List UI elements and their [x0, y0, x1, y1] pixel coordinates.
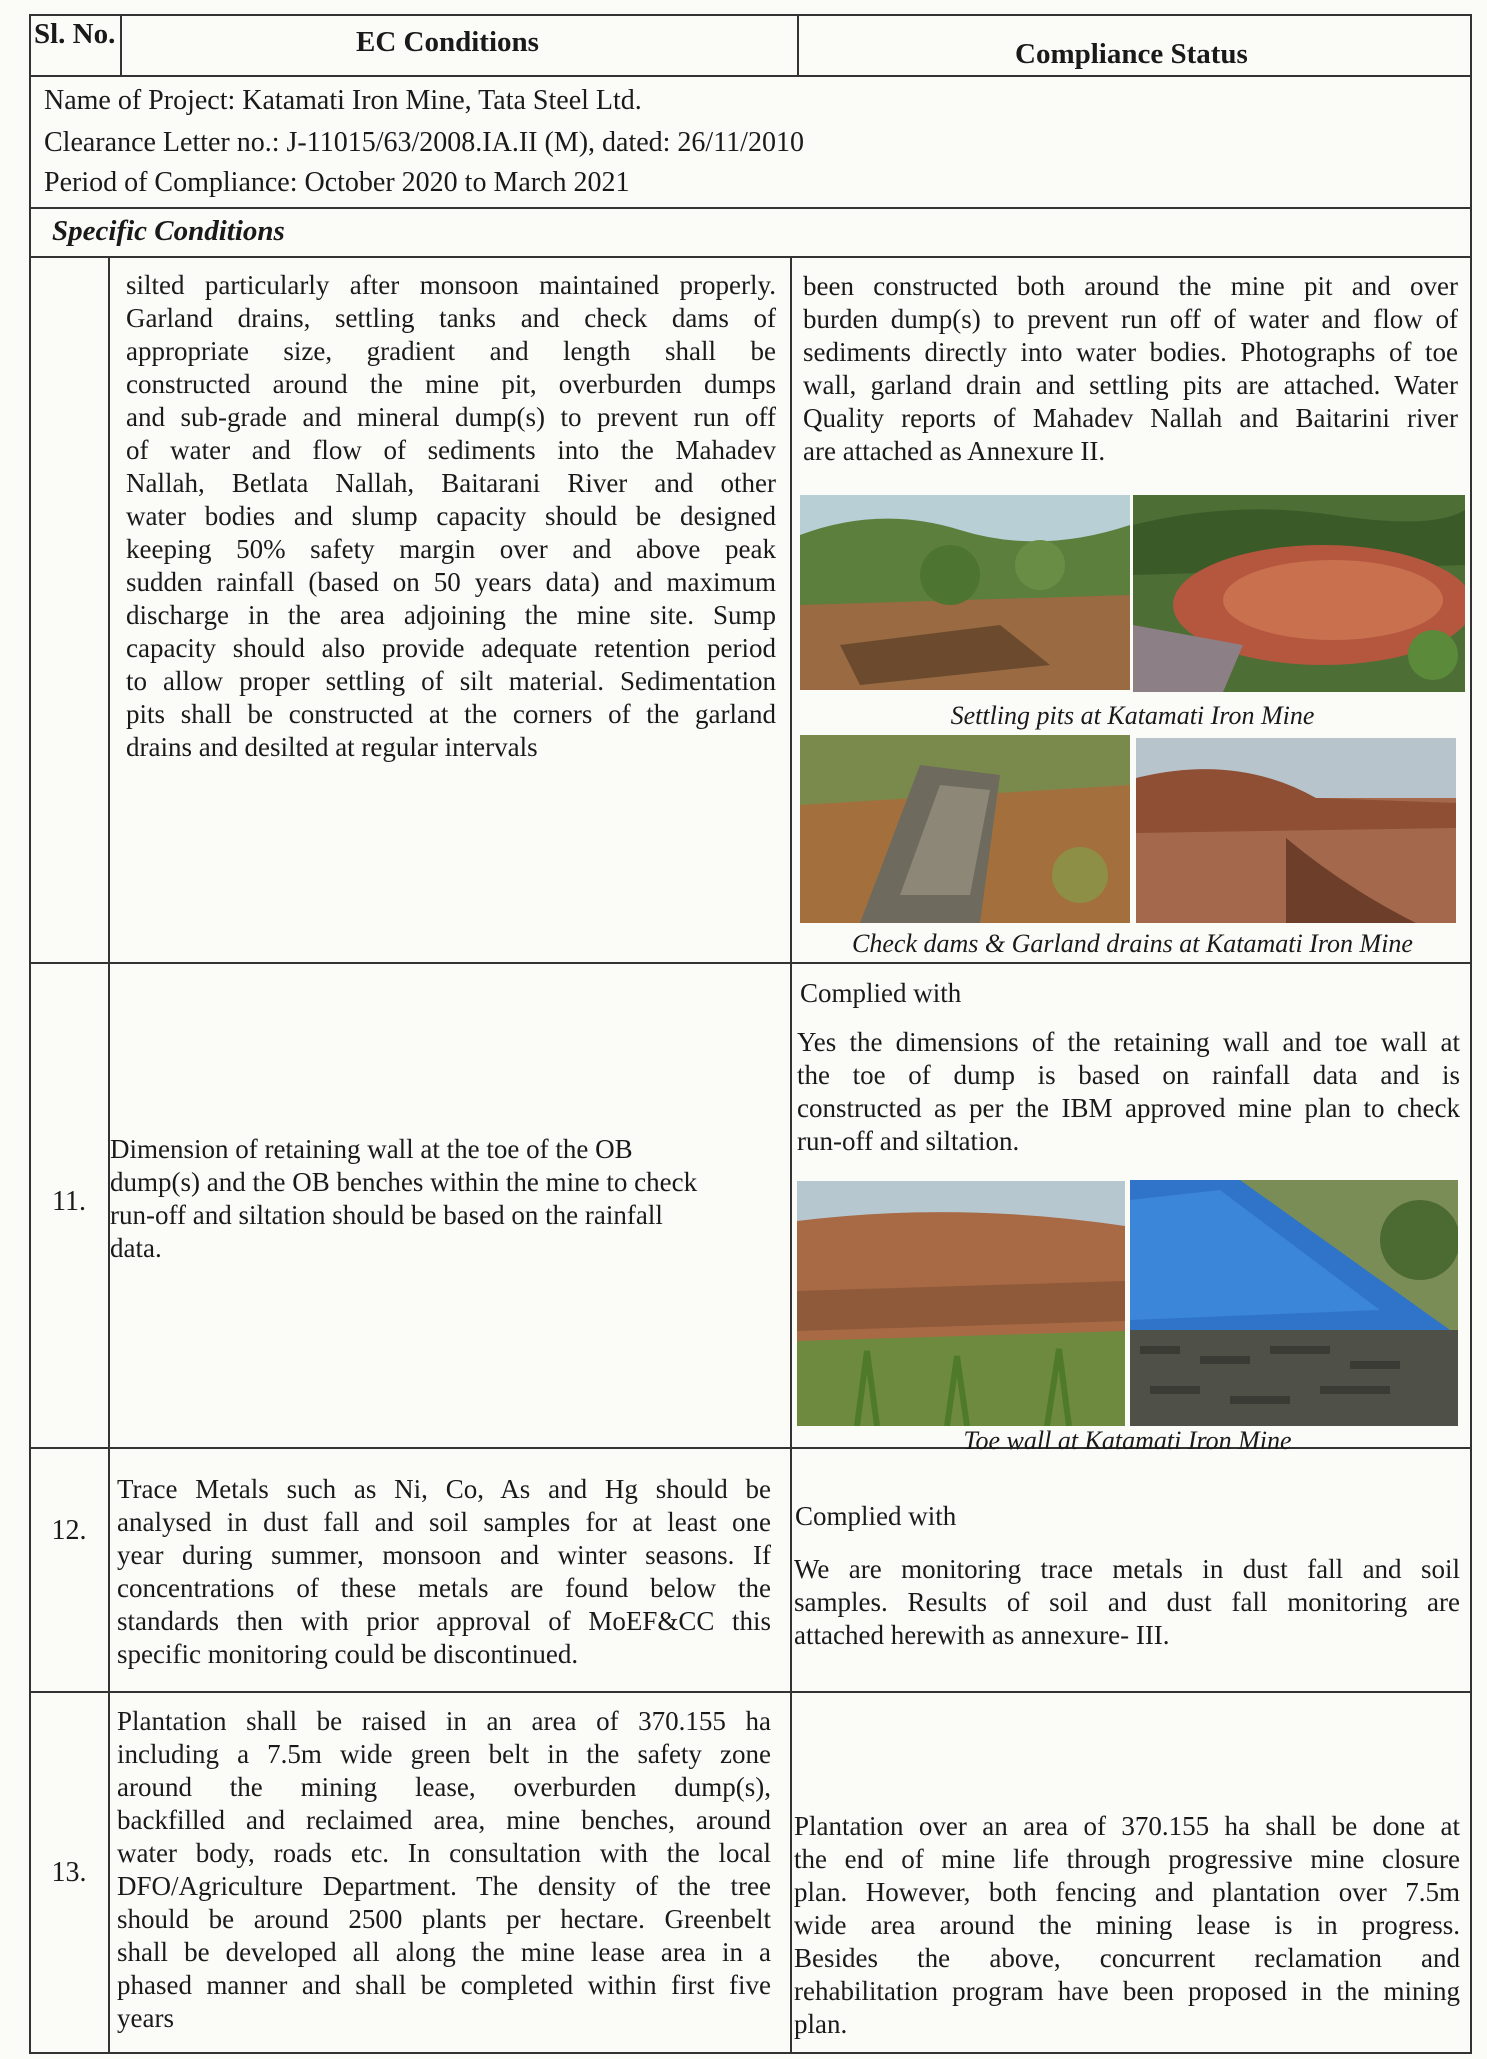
- condition-line: standards then with prior approval of MoEF&CC this: [117, 1606, 771, 1636]
- row-number-13: 13.: [51, 1857, 87, 1888]
- condition-line: water bodies and slump capacity should be designed: [126, 501, 776, 531]
- status-line: Besides the above, concurrent reclamation and: [794, 1943, 1460, 1973]
- settling-pit-photo-1: [800, 495, 1130, 690]
- condition-line: year during summer, monsoon and winter seasons. If: [117, 1540, 771, 1570]
- row-continued-status: [803, 270, 1458, 468]
- condition-line: concentrations of these metals are found below the: [117, 1573, 771, 1603]
- condition-line: DFO/Agriculture Department. The density of the tree: [117, 1871, 771, 1901]
- condition-line: Nallah, Betlata Nallah, Baitarani River and other: [126, 468, 776, 498]
- condition-line: around the mining lease, overburden dump(s),: [117, 1772, 771, 1802]
- row-line-3: [29, 1691, 1472, 1693]
- toe-wall-photo-1: [797, 1181, 1125, 1426]
- condition-line: dump(s) and the OB benches within the mine to check: [110, 1167, 698, 1197]
- header-sl-no: Sl. No.: [34, 18, 116, 50]
- status-line: burden dump(s) to prevent run off of water and flow of: [803, 304, 1458, 334]
- row-12-status: [794, 1553, 1460, 1652]
- condition-line: run-off and siltation should be based on the rainfall: [110, 1200, 663, 1230]
- row-line-1: [29, 962, 1472, 964]
- check-dam-photo-2: [1136, 738, 1456, 923]
- condition-line: drains and desilted at regular intervals: [126, 732, 538, 762]
- check-dam-photo-1: [800, 735, 1130, 923]
- condition-line: Plantation shall be raised in an area of 370.155 ha: [117, 1706, 771, 1736]
- status-line: been constructed both around the mine pit and over: [803, 271, 1458, 301]
- col-divider-status-top: [797, 14, 799, 76]
- condition-line: discharge in the area adjoining the mine site. Sump: [126, 600, 776, 630]
- status-line: wall, garland drain and settling pits are attached. Water: [803, 370, 1458, 400]
- status-line: attached herewith as annexure- III.: [794, 1620, 1170, 1650]
- condition-line: appropriate size, gradient and length shall be: [126, 336, 776, 366]
- table-border-left: [29, 14, 31, 2054]
- section-bottom-line: [29, 256, 1472, 258]
- status-line: rehabilitation program have been proposed in the mining: [794, 1976, 1460, 2006]
- condition-line: data.: [110, 1233, 162, 1263]
- row-12-condition: [117, 1473, 771, 1671]
- condition-line: Trace Metals such as Ni, Co, As and Hg should be: [117, 1474, 771, 1504]
- settling-pit-photo-2: [1133, 495, 1465, 692]
- condition-line: Garland drains, settling tanks and check dams of: [126, 303, 776, 333]
- condition-line: sudden rainfall (based on 50 years data) and maximum: [126, 567, 776, 597]
- header-ec-conditions: EC Conditions: [356, 26, 539, 58]
- row-number-11: 11.: [52, 1186, 86, 1217]
- condition-line: backfilled and reclaimed area, mine benches, around: [117, 1805, 771, 1835]
- toe-wall-photo-2: [1130, 1180, 1458, 1426]
- table-border-right: [1470, 14, 1472, 2054]
- condition-line: and sub-grade and mineral dump(s) to prevent run off: [126, 402, 776, 432]
- condition-line: water body, roads etc. In consultation with the local: [117, 1838, 771, 1868]
- compliance-period: Period of Compliance: October 2020 to March 2021: [44, 167, 630, 198]
- status-line: the toe of dump is based on rainfall data and is: [797, 1060, 1460, 1090]
- row-13-condition: [117, 1705, 771, 2035]
- condition-line: pits shall be constructed at the corners of the garland: [126, 699, 776, 729]
- condition-line: of water and flow of sediments into the Mahadev: [126, 435, 776, 465]
- condition-line: to allow proper settling of silt material. Sedimentation: [126, 666, 776, 696]
- status-line: Quality reports of Mahadev Nallah and Baitarini river: [803, 403, 1458, 433]
- status-line: samples. Results of soil and dust fall monitoring are: [794, 1587, 1460, 1617]
- header-compliance-status: Compliance Status: [1015, 38, 1248, 70]
- row-11-status-heading: Complied with: [800, 978, 962, 1008]
- condition-line: keeping 50% safety margin over and above peak: [126, 534, 776, 564]
- status-line: plan.: [794, 2009, 848, 2039]
- status-line: the end of mine life through progressive mine closure: [794, 1844, 1460, 1874]
- caption-check-dams: Check dams & Garland drains at Katamati Iron Mine: [852, 929, 1413, 958]
- table-border-bottom: [29, 2052, 1472, 2054]
- status-line: sediments directly into water bodies. Photographs of toe: [803, 337, 1458, 367]
- row-11-status: [797, 1026, 1460, 1158]
- status-line: run-off and siltation.: [797, 1126, 1020, 1156]
- condition-line: Dimension of retaining wall at the toe of the OB: [110, 1134, 633, 1164]
- col-divider-status: [790, 256, 792, 2054]
- status-line: wide area around the mining lease is in progress.: [794, 1910, 1460, 1940]
- caption-toe-wall: Toe wall at Katamati Iron Mine: [963, 1426, 1292, 1455]
- row-continued-condition: [126, 269, 776, 764]
- status-line: plan. However, both fencing and plantation over 7.5m: [794, 1877, 1460, 1907]
- condition-line: analysed in dust fall and soil samples for at least one: [117, 1507, 771, 1537]
- condition-line: including a 7.5m wide green belt in the safety zone: [117, 1739, 771, 1769]
- condition-line: shall be developed all along the mine lease area in a: [117, 1937, 771, 1967]
- caption-settling-pits: Settling pits at Katamati Iron Mine: [950, 701, 1315, 730]
- header-bottom-line: [29, 75, 1472, 77]
- col-divider-slno-top: [120, 14, 122, 76]
- status-line: are attached as Annexure II.: [803, 436, 1106, 466]
- condition-line: phased manner and shall be completed within first five: [117, 1970, 771, 2000]
- row-13-status: [794, 1810, 1460, 2041]
- table-border-top: [29, 14, 1472, 16]
- status-line: constructed as per the IBM approved mine plan to check: [797, 1093, 1460, 1123]
- row-number-12: 12.: [51, 1515, 87, 1546]
- condition-line: silted particularly after monsoon maintained properly.: [126, 270, 776, 300]
- status-line: Yes the dimensions of the retaining wall and toe wall at: [797, 1027, 1460, 1057]
- condition-line: specific monitoring could be discontinued.: [117, 1639, 579, 1669]
- project-name: Name of Project: Katamati Iron Mine, Tata Steel Ltd.: [44, 85, 642, 116]
- status-line: Plantation over an area of 370.155 ha shall be done at: [794, 1811, 1460, 1841]
- row-11-condition: [110, 1133, 780, 1265]
- section-title: Specific Conditions: [52, 215, 285, 247]
- condition-line: constructed around the mine pit, overburden dumps: [126, 369, 776, 399]
- condition-line: should be around 2500 plants per hectare. Greenbelt: [117, 1904, 771, 1934]
- row-12-status-heading: Complied with: [795, 1501, 957, 1531]
- condition-line: years: [117, 2003, 174, 2033]
- status-line: We are monitoring trace metals in dust fall and soil: [794, 1554, 1460, 1584]
- condition-line: capacity should also provide adequate retention period: [126, 633, 776, 663]
- project-bottom-line: [29, 207, 1472, 209]
- clearance-letter: Clearance Letter no.: J-11015/63/2008.IA.II (M), dated: 26/11/2010: [44, 127, 804, 158]
